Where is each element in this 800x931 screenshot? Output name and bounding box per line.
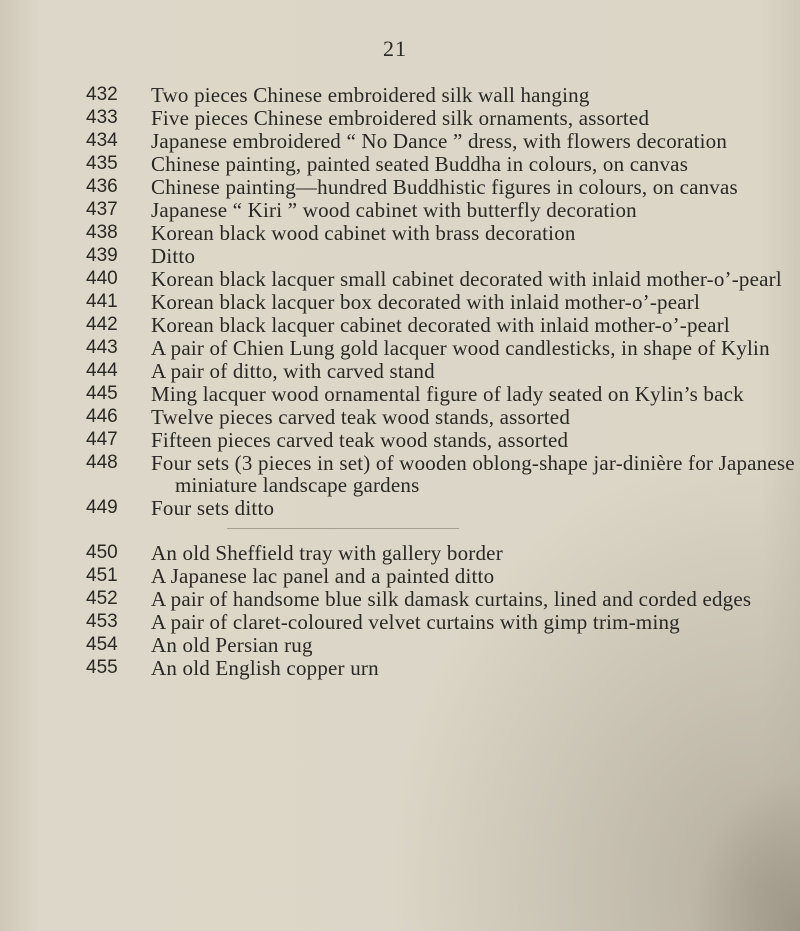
lot-number: 433 (86, 107, 118, 128)
page-corner-shadow (690, 771, 800, 931)
lot-description: Japanese “ Kiri ” wood cabinet with butterfly decoration (151, 198, 637, 222)
lot-description: Chinese painting, painted seated Buddha in colours, on canvas (151, 152, 689, 176)
lot-description: A pair of ditto, with carved stand (151, 359, 435, 383)
lot-description: Korean black wood cabinet with brass decoration (151, 221, 576, 245)
lot-number: 454 (86, 634, 118, 655)
lot-number: 437 (86, 199, 118, 220)
lot-number: 450 (86, 542, 118, 563)
lot-number: 448 (86, 452, 118, 473)
lot-number: 435 (86, 153, 118, 174)
section-divider (227, 528, 459, 529)
lot-number: 444 (86, 360, 118, 381)
lot-description: Five pieces Chinese embroidered silk ornaments, assorted (151, 106, 650, 130)
lot-number: 451 (86, 565, 118, 586)
lot-description: Two pieces Chinese embroidered silk wall hanging (151, 83, 590, 107)
lot-description: An old Sheffield tray with gallery border (151, 541, 503, 565)
lot-number: 449 (86, 497, 118, 518)
lot-number: 441 (86, 291, 118, 312)
lot-description: Twelve pieces carved teak wood stands, assorted (151, 405, 571, 429)
lot-number: 443 (86, 337, 118, 358)
lot-description: Fifteen pieces carved teak wood stands, assorted (151, 428, 569, 452)
lot-number: 445 (86, 383, 118, 404)
lot-description: Korean black lacquer small cabinet decorated with inlaid mother-o’-pearl (151, 267, 782, 291)
lot-number: 442 (86, 314, 118, 335)
lot-description: An old English copper urn (151, 656, 379, 680)
lot-description: A pair of claret-coloured velvet curtains with gimp trim-ming (151, 610, 680, 634)
lot-description: A pair of handsome blue silk damask curtains, lined and corded edges (151, 587, 752, 611)
page-number: 21 (383, 36, 407, 61)
lot-number: 436 (86, 176, 118, 197)
lot-number: 446 (86, 406, 118, 427)
lot-description: Korean black lacquer cabinet decorated with inlaid mother-o’-pearl (151, 313, 730, 337)
lot-description: Japanese embroidered “ No Dance ” dress, with flowers decoration (151, 129, 728, 153)
lot-description: Ming lacquer wood ornamental figure of lady seated on Kylin’s back (151, 382, 744, 406)
lot-number: 434 (86, 130, 118, 151)
lot-number: 447 (86, 429, 118, 450)
lot-description: A pair of Chien Lung gold lacquer wood candlesticks, in shape of Kylin (151, 336, 770, 360)
lot-number: 432 (86, 84, 118, 105)
lot-description: Korean black lacquer box decorated with inlaid mother-o’-pearl (151, 290, 700, 314)
lot-description: An old Persian rug (151, 633, 313, 657)
lot-description: Four sets ditto (151, 496, 275, 520)
lot-number: 455 (86, 657, 118, 678)
lot-number: 452 (86, 588, 118, 609)
lot-number: 438 (86, 222, 118, 243)
lot-description: Chinese painting—hundred Buddhistic figures in colours, on canvas (151, 175, 738, 199)
lot-description: A Japanese lac panel and a painted ditto (151, 564, 495, 588)
lot-description: Four sets (3 pieces in set) of wooden oblong-shape jar-dinière for Japanese miniature landscape gardens (151, 451, 795, 497)
lot-number: 440 (86, 268, 118, 289)
lot-number: 439 (86, 245, 118, 266)
lot-description: Ditto (151, 244, 196, 268)
lot-number: 453 (86, 611, 118, 632)
